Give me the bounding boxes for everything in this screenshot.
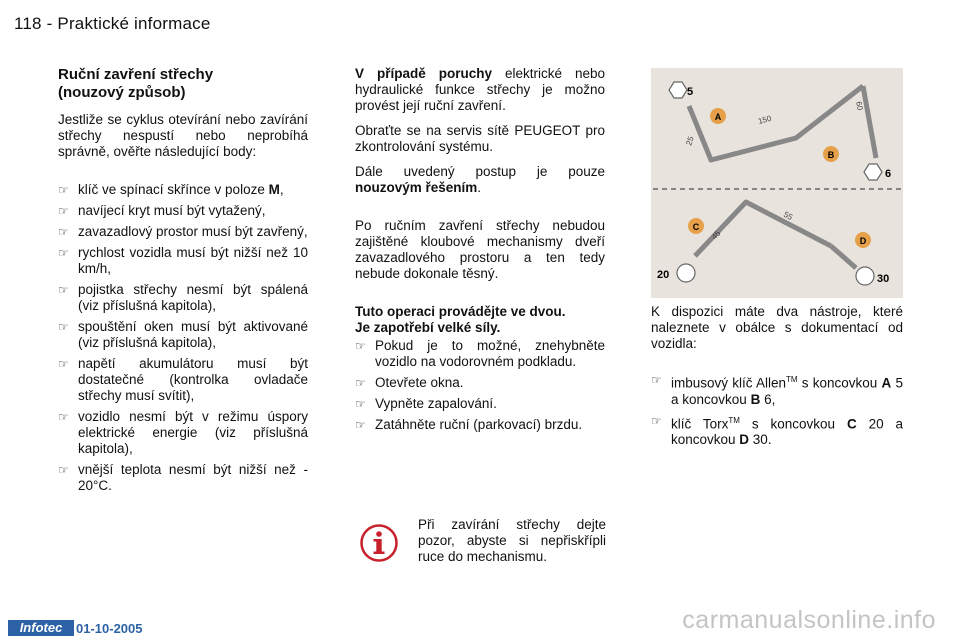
list-item <box>58 203 308 219</box>
tool-text: imbusový klíč Allen <box>671 375 786 391</box>
infotec-logo: Infotec <box>8 620 74 636</box>
emergency-punct: . <box>477 180 482 195</box>
list-text: navíjecí kryt musí být vytažený, <box>78 203 266 218</box>
emergency-text: Dále uvedený postup je pouze <box>355 164 605 179</box>
pointing-hand-icon: ☞ <box>58 246 69 260</box>
list-text: klíč ve spínací skřínce v poloze <box>78 182 269 197</box>
heading-line-2: (nouzový způsob) <box>58 84 186 101</box>
list-item <box>651 372 903 408</box>
dimension-45: 45 <box>709 228 723 242</box>
emergency-paragraph <box>355 164 605 196</box>
list-text: vozidlo nesmí být v režimu úspory elektrické energie (viz příslušná kapitola), <box>78 409 308 456</box>
service-paragraph: Obraťte se na servis sítě PEUGEOT pro zkontrolování systému. <box>355 123 605 154</box>
trademark: TM <box>728 415 740 425</box>
list-text: Pokud je to možné, znehybněte vozidlo na vodorovném podkladu. <box>375 338 605 369</box>
key-position-m: M <box>268 182 280 197</box>
list-text: rychlost vozidla musí být nižší než 10 km/h, <box>78 245 308 276</box>
size-5-label: 5 <box>687 86 694 98</box>
caution-note: Při zavírání střechy dejte pozor, abyste si nepřiskřípli ruce do mechanismu. <box>418 517 606 564</box>
tool-text: s koncovkou <box>797 375 882 391</box>
tools-intro: K dispozici máte dva nástroje, které naleznete v obálce s dokumentací od vozidla: <box>651 304 903 351</box>
sealing-paragraph: Po ručním zavření střechy nebudou zajištěné kloubové mechanismy dveří zavazadlového prostoru a ten tedy nebude dokonale těsný. <box>355 218 605 281</box>
footer-date: 01-10-2005 <box>76 621 143 636</box>
list-item <box>355 396 605 412</box>
pointing-hand-icon: ☞ <box>58 410 69 424</box>
list-item <box>58 409 308 457</box>
section-heading <box>58 66 308 102</box>
checklist <box>58 182 308 494</box>
list-item <box>355 375 605 391</box>
tools-diagram <box>651 68 903 298</box>
column-manual-closing <box>58 66 308 499</box>
list-text: napětí akumulátoru musí být dostatečné (kontrolka ovladače střechy musí svítit), <box>78 356 308 403</box>
torx-key-illustration <box>657 202 889 285</box>
intro-paragraph: Jestliže se cyklus otevírání nebo zavírání střechy nespustí nebo neprobíhá správně, ověřte následující body: <box>58 112 308 159</box>
emergency-bold: nouzovým řešením <box>355 180 478 195</box>
pointing-hand-icon: ☞ <box>355 339 366 353</box>
tool-text: 20 a koncovkou <box>671 416 903 447</box>
watermark: carmanualsonline.info <box>682 606 936 634</box>
failure-paragraph <box>355 66 605 114</box>
list-text: vnější teplota nesmí být nižší než - 20°C. <box>78 462 308 493</box>
list-item <box>651 413 903 449</box>
pointing-hand-icon: ☞ <box>58 283 69 297</box>
list-item <box>355 338 605 370</box>
list-text: Vypněte zapalování. <box>375 396 497 411</box>
list-item <box>58 224 308 240</box>
list-item <box>355 417 605 433</box>
size-6-label: 6 <box>885 168 892 180</box>
tool-text: klíč Torx <box>671 416 729 431</box>
tool-ref-d: D <box>739 432 750 447</box>
list-item <box>58 462 308 494</box>
dimension-60: 60 <box>854 100 865 112</box>
list-item <box>58 245 308 277</box>
list-text: Zatáhněte ruční (parkovací) brzdu. <box>375 417 583 432</box>
dimension-25: 25 <box>684 135 696 147</box>
list-item <box>58 356 308 404</box>
tools-illustration <box>651 68 903 298</box>
pointing-hand-icon: ☞ <box>355 397 366 411</box>
tool-text: 6, <box>760 391 776 407</box>
torx-20-icon <box>677 264 695 282</box>
dimension-55: 55 <box>782 209 795 222</box>
pointing-hand-icon: ☞ <box>58 463 69 477</box>
page-header: 118 - Praktické informace <box>14 14 211 33</box>
tool-ref-c: C <box>846 416 857 431</box>
dimension-150: 150 <box>757 113 773 126</box>
warning-line-1: Tuto operaci provádějte ve dvou. <box>355 304 566 319</box>
column-tools <box>651 304 903 453</box>
tool-ref-b: B <box>750 391 761 407</box>
info-icon <box>360 524 398 562</box>
pointing-hand-icon: ☞ <box>58 320 69 334</box>
pointing-hand-icon: ☞ <box>58 183 69 197</box>
list-item <box>58 282 308 314</box>
failure-lead: V případě poruchy <box>355 66 492 81</box>
trademark: TM <box>786 375 798 384</box>
failure-text: elektrické nebo hydraulické funkce střechy je možno provést její ruční zavření. <box>355 66 605 113</box>
pointing-hand-icon: ☞ <box>651 373 662 387</box>
list-text: spouštění oken musí být aktivované (viz příslušná kapitola), <box>78 319 308 350</box>
torx-30-icon <box>856 267 874 285</box>
tools-list <box>651 372 903 448</box>
hex-socket-6-icon <box>864 164 882 180</box>
pointing-hand-icon: ☞ <box>651 413 662 428</box>
label-c: C <box>692 222 700 232</box>
pointing-hand-icon: ☞ <box>58 204 69 218</box>
label-a: A <box>714 112 722 122</box>
allen-key-illustration <box>669 82 891 180</box>
size-20-label: 20 <box>657 269 670 281</box>
list-item <box>58 182 308 198</box>
pointing-hand-icon: ☞ <box>355 418 366 432</box>
list-text: zavazadlový prostor musí být zavřený, <box>78 224 308 239</box>
pointing-hand-icon: ☞ <box>58 225 69 239</box>
hex-socket-5-icon <box>669 82 687 98</box>
column-failure-procedure <box>355 66 605 438</box>
tool-text: s koncovkou <box>739 416 847 431</box>
tool-text: 5 a koncovkou <box>671 375 904 407</box>
heading-line-1: Ruční zavření střechy <box>58 66 214 83</box>
tool-text: 30. <box>749 432 772 447</box>
warning-line-2: Je zapotřebí velké síly. <box>355 320 501 335</box>
two-person-warning <box>355 304 605 336</box>
tool-ref-a: A <box>881 375 892 391</box>
size-30-label: 30 <box>877 273 890 285</box>
steps-list <box>355 338 605 433</box>
label-d: D <box>859 236 867 246</box>
list-text: pojistka střechy nesmí být spálená (viz příslušná kapitola), <box>78 282 308 313</box>
pointing-hand-icon: ☞ <box>355 376 366 390</box>
label-b: B <box>827 150 835 160</box>
pointing-hand-icon: ☞ <box>58 357 69 371</box>
list-punct: , <box>279 182 284 197</box>
list-item <box>58 319 308 351</box>
list-text: Otevřete okna. <box>375 375 464 390</box>
